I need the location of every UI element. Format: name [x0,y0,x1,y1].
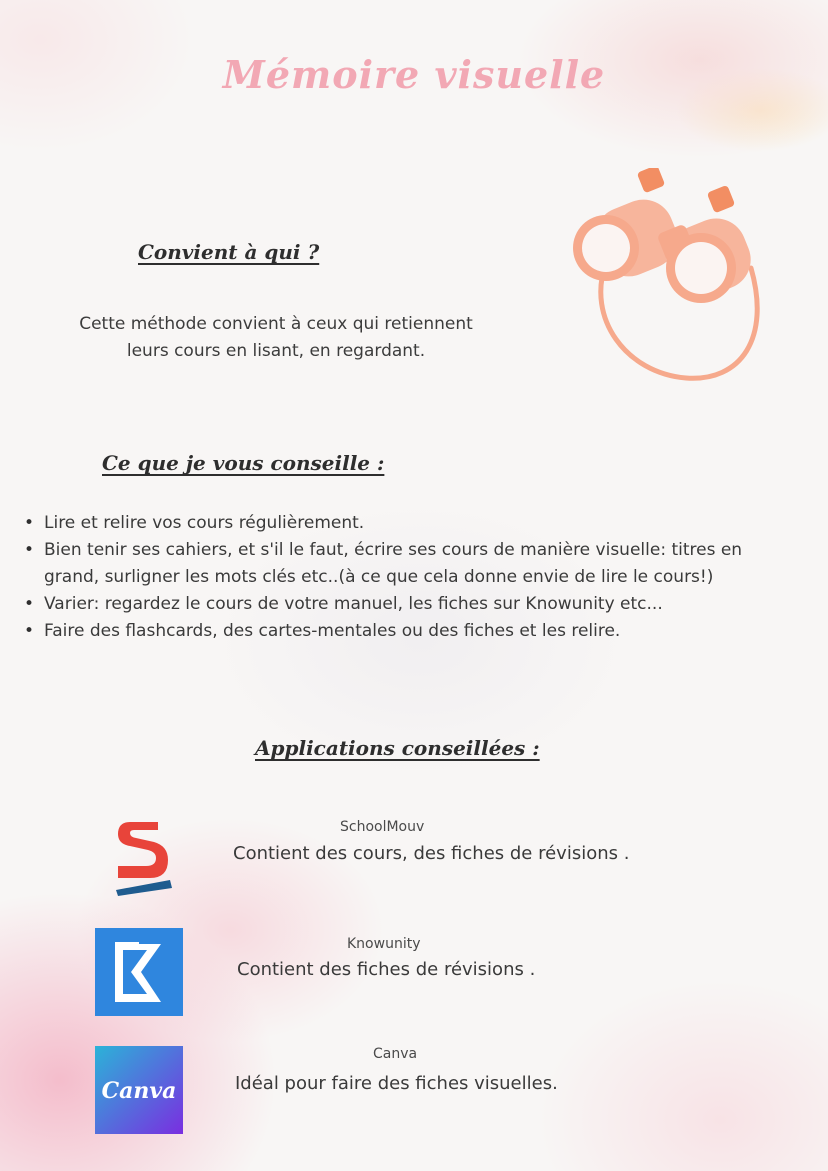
list-item: • Varier: regardez le cours de votre manuel, les fiches sur Knowunity etc... [22,591,792,618]
heading-who: Convient à qui ? [138,240,320,264]
intro-line-2: leurs cours en lisant, en regardant. [126,341,426,361]
binoculars-icon [566,168,776,388]
app-name-schoolmouv: SchoolMouv [340,819,425,835]
schoolmouv-logo-icon [100,808,188,896]
heading-apps: Applications conseillées : [255,736,540,760]
app-description-schoolmouv: Contient des cours, des fiches de révisions . [233,843,630,864]
list-item: • Bien tenir ses cahiers, et s'il le faut, écrire ses cours de manière visuelle: titres en grand, surligner les mots clés etc..(à ce que cela donne envie de lire le cours!) [22,537,792,591]
list-item: • Faire des flashcards, des cartes-mentales ou des fiches et les relire. [22,618,792,645]
intro-line-1: Cette méthode convient à ceux qui retiennent [79,314,473,334]
app-description-canva: Idéal pour faire des fiches visuelles. [235,1073,558,1094]
canva-logo-text: Canva [101,1078,177,1104]
list-item: • Lire et relire vos cours régulièrement. [22,510,792,537]
heading-advice: Ce que je vous conseille : [102,451,385,475]
intro-text [26,311,526,365]
knowunity-logo-icon [95,928,183,1016]
app-name-canva: Canva [373,1046,418,1062]
page-title: Mémoire visuelle [222,52,606,97]
advice-list [22,510,792,645]
canva-logo-icon [95,1046,183,1134]
app-description-knowunity: Contient des fiches de révisions . [237,959,536,980]
app-name-knowunity: Knowunity [347,936,421,952]
